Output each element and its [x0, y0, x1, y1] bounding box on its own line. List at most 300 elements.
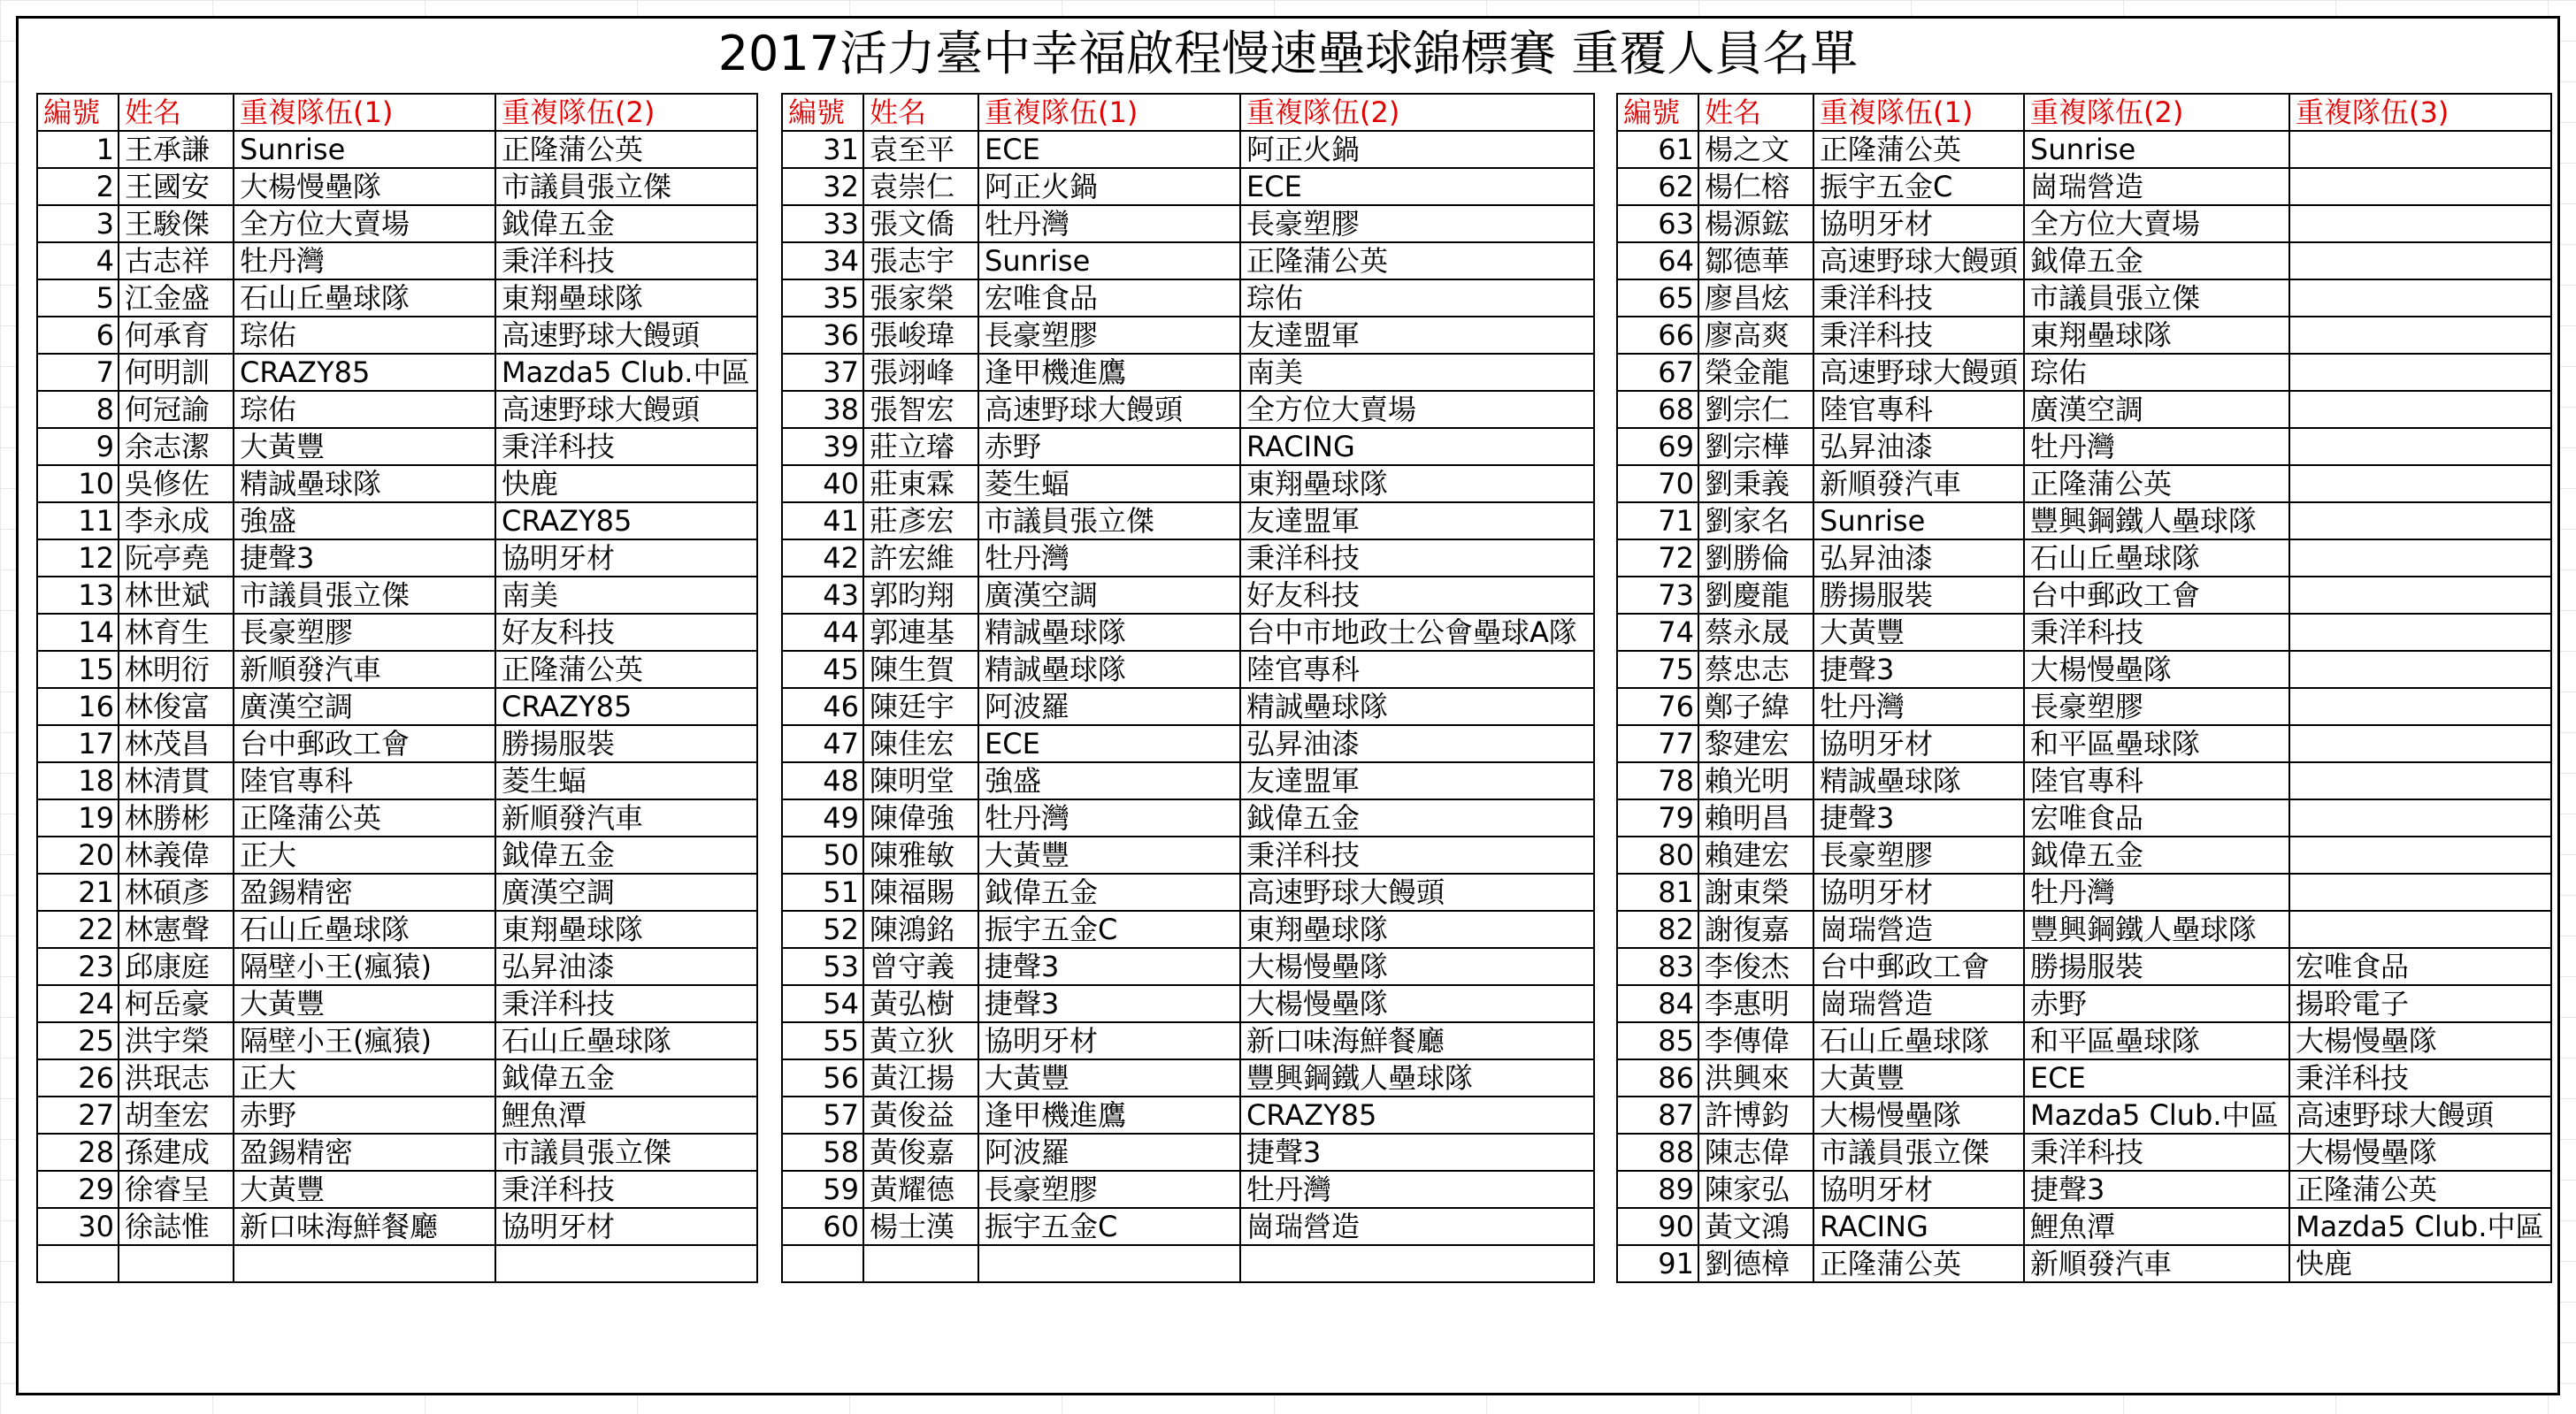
row-number: 78	[1617, 762, 1698, 799]
table-row	[37, 168, 757, 205]
table-row	[1617, 354, 2551, 391]
row-number: 79	[1617, 799, 1698, 837]
team-cell: 大楊慢壘隊	[1240, 985, 1594, 1022]
player-name: 李惠明	[1698, 985, 1813, 1022]
player-name: 黃弘樹	[863, 985, 978, 1022]
team-cell: 和平區壘球隊	[2024, 725, 2289, 762]
row-number: 74	[1617, 614, 1698, 651]
team-cell: 秉洋科技	[2289, 1059, 2551, 1097]
table-row	[1617, 502, 2551, 539]
player-name: 莊彥宏	[863, 502, 978, 539]
player-name: 余志潔	[119, 428, 234, 465]
row-number: 40	[782, 465, 863, 502]
team-cell: 協明牙材	[1813, 1171, 2024, 1208]
team-cell: 捷聲3	[978, 985, 1240, 1022]
team-cell: CRAZY85	[495, 688, 757, 725]
team-cell: 協明牙材	[495, 539, 757, 577]
row-number: 14	[37, 614, 119, 651]
row-number: 25	[37, 1022, 119, 1059]
table-row	[37, 762, 757, 799]
row-number: 28	[37, 1134, 119, 1171]
player-name: 張翊峰	[863, 354, 978, 391]
player-name: 曾守義	[863, 948, 978, 985]
table-row	[37, 1022, 757, 1059]
player-name: 陳福賜	[863, 874, 978, 911]
row-number: 53	[782, 948, 863, 985]
header-row	[37, 94, 757, 131]
table-row	[1617, 762, 2551, 799]
table-row	[1617, 242, 2551, 279]
team-cell: CRAZY85	[495, 502, 757, 539]
team-cell: 新順發汽車	[2024, 1245, 2289, 1282]
team-cell	[2289, 354, 2551, 391]
player-name: 黃俊益	[863, 1097, 978, 1134]
team-cell: 正隆蒲公英	[495, 131, 757, 168]
player-name: 王承謙	[119, 131, 234, 168]
team-cell: 阿波羅	[978, 688, 1240, 725]
team-cell: 石山丘壘球隊	[1813, 1022, 2024, 1059]
team-cell: 勝揚服裝	[1813, 577, 2024, 614]
player-name: 何承育	[119, 317, 234, 354]
team-cell: 秉洋科技	[495, 1171, 757, 1208]
player-name: 王國安	[119, 168, 234, 205]
team-cell: ECE	[1240, 168, 1594, 205]
row-number: 24	[37, 985, 119, 1022]
team-cell: 市議員張立傑	[978, 502, 1240, 539]
team-cell: 南美	[495, 577, 757, 614]
team-cell: 秉洋科技	[495, 428, 757, 465]
team-cell: 石山丘壘球隊	[2024, 539, 2289, 577]
team-cell: 秉洋科技	[1813, 279, 2024, 317]
team-cell: 崗瑞營造	[1813, 985, 2024, 1022]
team-cell: 赤野	[234, 1097, 495, 1134]
table-row	[1617, 948, 2551, 985]
table-row	[1617, 1171, 2551, 1208]
team-cell	[2289, 874, 2551, 911]
team-cell: 鉞偉五金	[1240, 799, 1594, 837]
row-number: 65	[1617, 279, 1698, 317]
table-row	[1617, 168, 2551, 205]
player-name: 張志宇	[863, 242, 978, 279]
team-cell: 牡丹灣	[1813, 688, 2024, 725]
player-name: 王駿傑	[119, 205, 234, 242]
player-name: 楊源鋐	[1698, 205, 1813, 242]
team-cell: 石山丘壘球隊	[495, 1022, 757, 1059]
team-cell: 協明牙材	[978, 1022, 1240, 1059]
team-cell: 陸官專科	[1240, 651, 1594, 688]
row-number: 22	[37, 911, 119, 948]
player-name: 江金盛	[119, 279, 234, 317]
player-name: 蔡忠志	[1698, 651, 1813, 688]
team-cell: 協明牙材	[1813, 874, 2024, 911]
row-number: 27	[37, 1097, 119, 1134]
player-name: 郭昀翔	[863, 577, 978, 614]
row-number: 88	[1617, 1134, 1698, 1171]
player-name: 洪興來	[1698, 1059, 1813, 1097]
table-row	[782, 762, 1594, 799]
player-name: 洪珉志	[119, 1059, 234, 1097]
table-row	[1617, 1245, 2551, 1282]
table-row	[782, 1134, 1594, 1171]
row-number: 46	[782, 688, 863, 725]
player-name: 陳鴻銘	[863, 911, 978, 948]
team-cell: 強盛	[978, 762, 1240, 799]
player-name: 黎建宏	[1698, 725, 1813, 762]
table-row	[37, 131, 757, 168]
row-number: 39	[782, 428, 863, 465]
table-row	[37, 242, 757, 279]
row-number: 18	[37, 762, 119, 799]
team-cell: RACING	[1240, 428, 1594, 465]
roster-table-3	[1616, 93, 2552, 1283]
table-row	[782, 317, 1594, 354]
team-cell: 市議員張立傑	[495, 1134, 757, 1171]
team-cell: 崗瑞營造	[1813, 911, 2024, 948]
team-cell: 鉞偉五金	[495, 205, 757, 242]
table-row	[37, 205, 757, 242]
table-row	[782, 242, 1594, 279]
table-row	[37, 1208, 757, 1245]
row-number: 72	[1617, 539, 1698, 577]
player-name: 胡奎宏	[119, 1097, 234, 1134]
team-cell: 長豪塑膠	[978, 317, 1240, 354]
team-cell: 市議員張立傑	[495, 168, 757, 205]
team-cell: 鉞偉五金	[978, 874, 1240, 911]
player-name: 劉家名	[1698, 502, 1813, 539]
row-number: 87	[1617, 1097, 1698, 1134]
table-row	[782, 131, 1594, 168]
team-cell	[2289, 725, 2551, 762]
row-number: 45	[782, 651, 863, 688]
team-cell: 正隆蒲公英	[2289, 1171, 2551, 1208]
team-cell: 台中市地政士公會壘球A隊	[1240, 614, 1594, 651]
team-cell: 東翔壘球隊	[1240, 911, 1594, 948]
team-cell	[2289, 539, 2551, 577]
table-row	[1617, 911, 2551, 948]
team-cell: 勝揚服裝	[495, 725, 757, 762]
row-number: 17	[37, 725, 119, 762]
player-name: 鄒德華	[1698, 242, 1813, 279]
row-number: 71	[1617, 502, 1698, 539]
row-number: 2	[37, 168, 119, 205]
player-name: 李俊杰	[1698, 948, 1813, 985]
table-row	[37, 651, 757, 688]
team-cell	[2289, 279, 2551, 317]
team-cell: 捷聲3	[1240, 1134, 1594, 1171]
table-row	[37, 577, 757, 614]
player-name: 陳生賀	[863, 651, 978, 688]
player-name: 張家榮	[863, 279, 978, 317]
team-cell: 牡丹灣	[978, 205, 1240, 242]
table-row	[1617, 131, 2551, 168]
player-name: 柯岳豪	[119, 985, 234, 1022]
column-header: 重複隊伍(1)	[234, 94, 495, 131]
table-row	[37, 614, 757, 651]
team-cell: 弘昇油漆	[495, 948, 757, 985]
player-name: 莊立璿	[863, 428, 978, 465]
team-cell: 市議員張立傑	[2024, 279, 2289, 317]
row-number: 64	[1617, 242, 1698, 279]
player-name: 黃俊嘉	[863, 1134, 978, 1171]
table-row	[37, 428, 757, 465]
row-number: 38	[782, 391, 863, 428]
player-name: 林明衍	[119, 651, 234, 688]
table-row	[782, 725, 1594, 762]
team-cell: 崗瑞營造	[2024, 168, 2289, 205]
team-cell: 陸官專科	[2024, 762, 2289, 799]
team-cell: ECE	[978, 131, 1240, 168]
team-cell: 快鹿	[2289, 1245, 2551, 1282]
row-number: 86	[1617, 1059, 1698, 1097]
team-cell: 高速野球大饅頭	[978, 391, 1240, 428]
table-row	[782, 205, 1594, 242]
team-cell: 隔壁小王(瘋猿)	[234, 1022, 495, 1059]
table-row	[782, 279, 1594, 317]
player-name: 楊仁榕	[1698, 168, 1813, 205]
player-name: 許博鈞	[1698, 1097, 1813, 1134]
row-number: 20	[37, 837, 119, 874]
column-header: 姓名	[863, 94, 978, 131]
player-name: 孫建成	[119, 1134, 234, 1171]
row-number: 44	[782, 614, 863, 651]
table-row	[1617, 985, 2551, 1022]
row-number: 26	[37, 1059, 119, 1097]
table-row	[1617, 1134, 2551, 1171]
team-cell: 陸官專科	[1813, 391, 2024, 428]
row-number: 15	[37, 651, 119, 688]
team-cell: ECE	[978, 725, 1240, 762]
team-cell: 秉洋科技	[2024, 614, 2289, 651]
team-cell: 精誠壘球隊	[1240, 688, 1594, 725]
table-row	[37, 391, 757, 428]
player-name: 陳廷宇	[863, 688, 978, 725]
team-cell: 協明牙材	[1813, 205, 2024, 242]
team-cell	[2289, 391, 2551, 428]
roster-table-1	[36, 93, 758, 1283]
row-number: 30	[37, 1208, 119, 1245]
player-name: 林世斌	[119, 577, 234, 614]
player-name: 陳雅敏	[863, 837, 978, 874]
team-cell	[2289, 317, 2551, 354]
team-cell: 振宇五金C	[978, 911, 1240, 948]
player-name: 古志祥	[119, 242, 234, 279]
team-cell: 新口味海鮮餐廳	[234, 1208, 495, 1245]
team-cell: 弘昇油漆	[1240, 725, 1594, 762]
team-cell: Mazda5 Club.中區	[2024, 1097, 2289, 1134]
team-cell: 南美	[1240, 354, 1594, 391]
team-cell: 大楊慢壘隊	[234, 168, 495, 205]
row-number: 66	[1617, 317, 1698, 354]
team-cell: 高速野球大饅頭	[1240, 874, 1594, 911]
team-cell: 新順發汽車	[234, 651, 495, 688]
player-name: 榮金龍	[1698, 354, 1813, 391]
header-row	[782, 94, 1594, 131]
team-cell: 正隆蒲公英	[234, 799, 495, 837]
team-cell	[2289, 428, 2551, 465]
team-cell: 台中郵政工會	[1813, 948, 2024, 985]
row-number: 37	[782, 354, 863, 391]
player-name: 袁崇仁	[863, 168, 978, 205]
table-row	[1617, 539, 2551, 577]
row-number: 1	[37, 131, 119, 168]
team-cell: Sunrise	[978, 242, 1240, 279]
team-cell: 豐興鋼鐵人壘球隊	[2024, 911, 2289, 948]
table-row	[1617, 1059, 2551, 1097]
player-name: 李傳偉	[1698, 1022, 1813, 1059]
table-row	[37, 837, 757, 874]
team-cell	[2289, 911, 2551, 948]
player-name: 黃江揚	[863, 1059, 978, 1097]
table-row	[37, 985, 757, 1022]
team-cell: 好友科技	[495, 614, 757, 651]
table-row	[782, 168, 1594, 205]
team-cell: Mazda5 Club.中區	[495, 354, 757, 391]
team-cell: 大黃豐	[1813, 614, 2024, 651]
table-row	[782, 539, 1594, 577]
team-cell: 豐興鋼鐵人壘球隊	[2024, 502, 2289, 539]
team-cell: 全方位大賣場	[1240, 391, 1594, 428]
table-row	[782, 1171, 1594, 1208]
column-header: 編號	[782, 94, 863, 131]
team-cell	[2289, 799, 2551, 837]
page-title: 2017活力臺中幸福啟程慢速壘球錦標賽 重覆人員名單	[717, 26, 1859, 81]
team-cell: 鯉魚潭	[2024, 1208, 2289, 1245]
row-number: 85	[1617, 1022, 1698, 1059]
table-row	[1617, 428, 2551, 465]
row-number: 69	[1617, 428, 1698, 465]
player-name: 莊東霖	[863, 465, 978, 502]
team-cell: 弘昇油漆	[1813, 539, 2024, 577]
player-name: 劉秉義	[1698, 465, 1813, 502]
team-cell: 廣漢空調	[234, 688, 495, 725]
table-row	[37, 688, 757, 725]
row-number: 19	[37, 799, 119, 837]
team-cell: 友達盟軍	[1240, 502, 1594, 539]
team-cell: 宏唯食品	[978, 279, 1240, 317]
team-cell: 協明牙材	[1813, 725, 2024, 762]
column-header: 編號	[37, 94, 119, 131]
team-cell: 大楊慢壘隊	[2289, 1134, 2551, 1171]
player-name: 廖昌炫	[1698, 279, 1813, 317]
team-cell: 隔壁小王(瘋猿)	[234, 948, 495, 985]
row-number: 4	[37, 242, 119, 279]
table-row	[1617, 1208, 2551, 1245]
team-cell: 正大	[234, 1059, 495, 1097]
table-row	[782, 465, 1594, 502]
team-cell: 振宇五金C	[1813, 168, 2024, 205]
player-name: 楊之文	[1698, 131, 1813, 168]
table-row	[782, 948, 1594, 985]
row-number: 12	[37, 539, 119, 577]
row-number: 55	[782, 1022, 863, 1059]
team-cell: 振宇五金C	[978, 1208, 1240, 1245]
team-cell: 豐興鋼鐵人壘球隊	[1240, 1059, 1594, 1097]
table-row	[1617, 317, 2551, 354]
row-number: 21	[37, 874, 119, 911]
column-header: 重複隊伍(3)	[2289, 94, 2551, 131]
table-row	[1617, 465, 2551, 502]
team-cell: 鉞偉五金	[495, 1059, 757, 1097]
table-row	[37, 1134, 757, 1171]
team-cell	[2289, 577, 2551, 614]
player-name: 吳修佐	[119, 465, 234, 502]
team-cell	[2289, 762, 2551, 799]
team-cell: 揚聆電子	[2289, 985, 2551, 1022]
table-row	[37, 502, 757, 539]
team-cell: 新順發汽車	[1813, 465, 2024, 502]
player-name: 張峻瑋	[863, 317, 978, 354]
table-row	[1617, 799, 2551, 837]
row-number: 51	[782, 874, 863, 911]
team-cell: 大黃豐	[978, 1059, 1240, 1097]
player-name: 蔡永晟	[1698, 614, 1813, 651]
team-cell: 東翔壘球隊	[495, 911, 757, 948]
table-row	[782, 354, 1594, 391]
table-row	[782, 874, 1594, 911]
team-cell: 菱生蝠	[978, 465, 1240, 502]
team-cell: 牡丹灣	[234, 242, 495, 279]
team-cell	[2289, 465, 2551, 502]
team-cell: 精誠壘球隊	[234, 465, 495, 502]
team-cell: 盈錫精密	[234, 874, 495, 911]
table-row	[782, 688, 1594, 725]
team-cell: 友達盟軍	[1240, 762, 1594, 799]
team-cell: 長豪塑膠	[2024, 688, 2289, 725]
player-name: 劉宗樺	[1698, 428, 1813, 465]
team-cell: 秉洋科技	[1240, 837, 1594, 874]
table-row	[37, 465, 757, 502]
team-cell: CRAZY85	[1240, 1097, 1594, 1134]
player-name: 陳家弘	[1698, 1171, 1813, 1208]
team-cell: 大楊慢壘隊	[1813, 1097, 2024, 1134]
row-number: 68	[1617, 391, 1698, 428]
table-row	[1617, 837, 2551, 874]
player-name: 賴明昌	[1698, 799, 1813, 837]
team-cell: 精誠壘球隊	[1813, 762, 2024, 799]
row-number: 82	[1617, 911, 1698, 948]
player-name: 黃耀德	[863, 1171, 978, 1208]
table-row	[37, 799, 757, 837]
team-cell	[2289, 502, 2551, 539]
team-cell: 長豪塑膠	[234, 614, 495, 651]
team-cell: 石山丘壘球隊	[234, 279, 495, 317]
table-row	[37, 354, 757, 391]
column-header: 重複隊伍(2)	[1240, 94, 1594, 131]
team-cell: 弘昇油漆	[1813, 428, 2024, 465]
table-row	[37, 1171, 757, 1208]
table-row	[37, 539, 757, 577]
row-number: 49	[782, 799, 863, 837]
team-cell	[2289, 651, 2551, 688]
player-name: 陳偉強	[863, 799, 978, 837]
team-cell: 牡丹灣	[978, 539, 1240, 577]
column-header: 編號	[1617, 94, 1698, 131]
team-cell: 高速野球大饅頭	[495, 391, 757, 428]
table-row	[782, 1245, 1594, 1282]
team-cell	[2289, 205, 2551, 242]
player-name: 劉宗仁	[1698, 391, 1813, 428]
table-row	[37, 725, 757, 762]
team-cell: 赤野	[2024, 985, 2289, 1022]
row-number: 36	[782, 317, 863, 354]
team-cell	[2289, 837, 2551, 874]
table-row	[782, 911, 1594, 948]
player-name: 洪宇榮	[119, 1022, 234, 1059]
team-cell: 大黃豐	[234, 985, 495, 1022]
player-name: 阮亭堯	[119, 539, 234, 577]
team-cell: 台中郵政工會	[234, 725, 495, 762]
team-cell: 高速野球大饅頭	[2289, 1097, 2551, 1134]
